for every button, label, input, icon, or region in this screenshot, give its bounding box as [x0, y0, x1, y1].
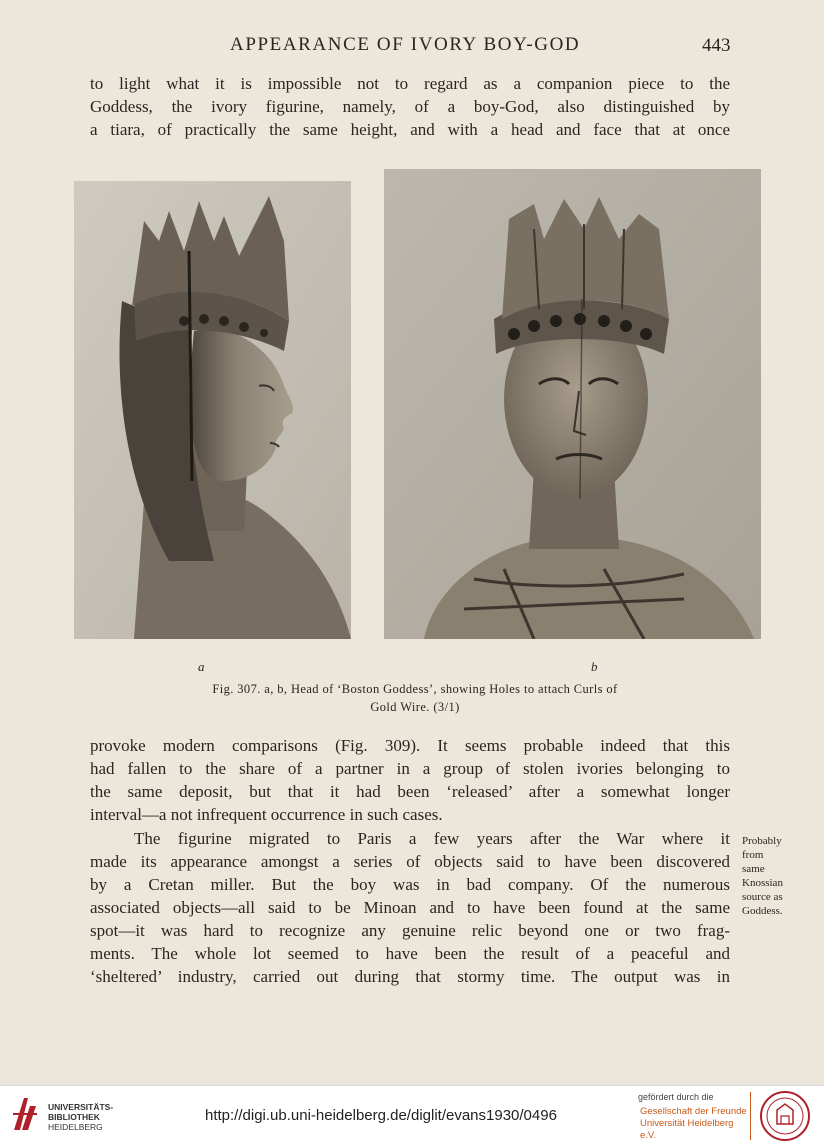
text-line: a tiara, of practically the same height, and with a head and face that at once — [90, 120, 730, 139]
margin-note-line: Probably — [742, 835, 782, 847]
margin-note-line: same — [742, 863, 765, 875]
figure-label-a: a — [198, 659, 205, 674]
margin-note-line: Knossian — [742, 877, 783, 889]
figure-plate-b — [384, 169, 761, 639]
library-name-line: BIBLIOTHEK — [48, 1112, 100, 1122]
text-line: made its appearance amongst a series of objects said to have been discovered — [90, 852, 730, 871]
text-line: provoke modern comparisons (Fig. 309). It seems probable indeed that this — [90, 736, 730, 755]
figure-label-b: b — [591, 659, 598, 674]
margin-note — [742, 834, 814, 918]
text-line: spot—it was hard to recognize any genuine relic beyond one or two frag- — [90, 921, 730, 940]
paragraph-2 — [90, 734, 730, 826]
text-line: to light what it is impossible not to regard as a companion piece to the — [90, 74, 730, 93]
text-line: had fallen to the share of a partner in a group of stolen ivories belonging to — [90, 759, 730, 778]
page-number: 443 — [702, 35, 731, 56]
library-name-line: HEIDELBERG — [48, 1122, 103, 1132]
figure-plate-a — [74, 181, 351, 639]
library-logo-icon[interactable] — [10, 1094, 40, 1134]
caption-line: Gold Wire. (3/1) — [370, 700, 460, 714]
margin-note-line: from — [742, 849, 764, 861]
text-line: ‘sheltered’ industry, carried out during that stormy time. The output was in — [90, 967, 730, 986]
funder-name[interactable] — [640, 1106, 750, 1142]
funder-divider — [750, 1092, 751, 1140]
running-head — [0, 34, 824, 60]
text-line: Goddess, the ivory figurine, namely, of a boy-God, also distinguished by — [90, 97, 730, 116]
university-seal-icon[interactable] — [759, 1090, 811, 1142]
profile-head-photo — [74, 181, 351, 639]
margin-note-line: Goddess. — [742, 905, 783, 917]
running-title: APPEARANCE OF IVORY BOY-GOD — [230, 34, 581, 55]
viewer-footer — [0, 1085, 824, 1146]
text-line: The figurine migrated to Paris a few years after the War where it — [134, 829, 730, 848]
funder-label: gefördert durch die — [638, 1092, 714, 1102]
library-name[interactable] — [48, 1102, 113, 1132]
figure-caption — [110, 680, 720, 716]
frontal-head-photo — [384, 169, 761, 639]
funder-name-line: Universität Heidelberg e.V. — [640, 1118, 734, 1141]
caption-line: Fig. 307. a, b, Head of ‘Boston Goddess’, showing Holes to attach Curls of — [212, 682, 618, 696]
paragraph-3 — [90, 827, 730, 988]
margin-note-line: source as — [742, 891, 783, 903]
library-name-line: UNIVERSITÄTS- — [48, 1102, 114, 1112]
text-line: interval—a not infrequent occurrence in such cases. — [90, 805, 443, 824]
text-line: the same deposit, but that it had been ‘released’ after a somewhat longer — [90, 782, 730, 801]
text-line: by a Cretan miller. But the boy was in bad company. Of the numerous — [90, 875, 730, 894]
funder-name-line: Gesellschaft der Freunde — [640, 1106, 747, 1117]
text-line: associated objects—all said to be Minoan and to have been found at the same — [90, 898, 730, 917]
paragraph-1 — [90, 72, 730, 141]
text-line: ments. The whole lot seemed to have been the result of a peaceful and — [90, 944, 730, 963]
permalink-url[interactable]: http://digi.ub.uni-heidelberg.de/diglit/evans1930/0496 — [205, 1107, 557, 1124]
